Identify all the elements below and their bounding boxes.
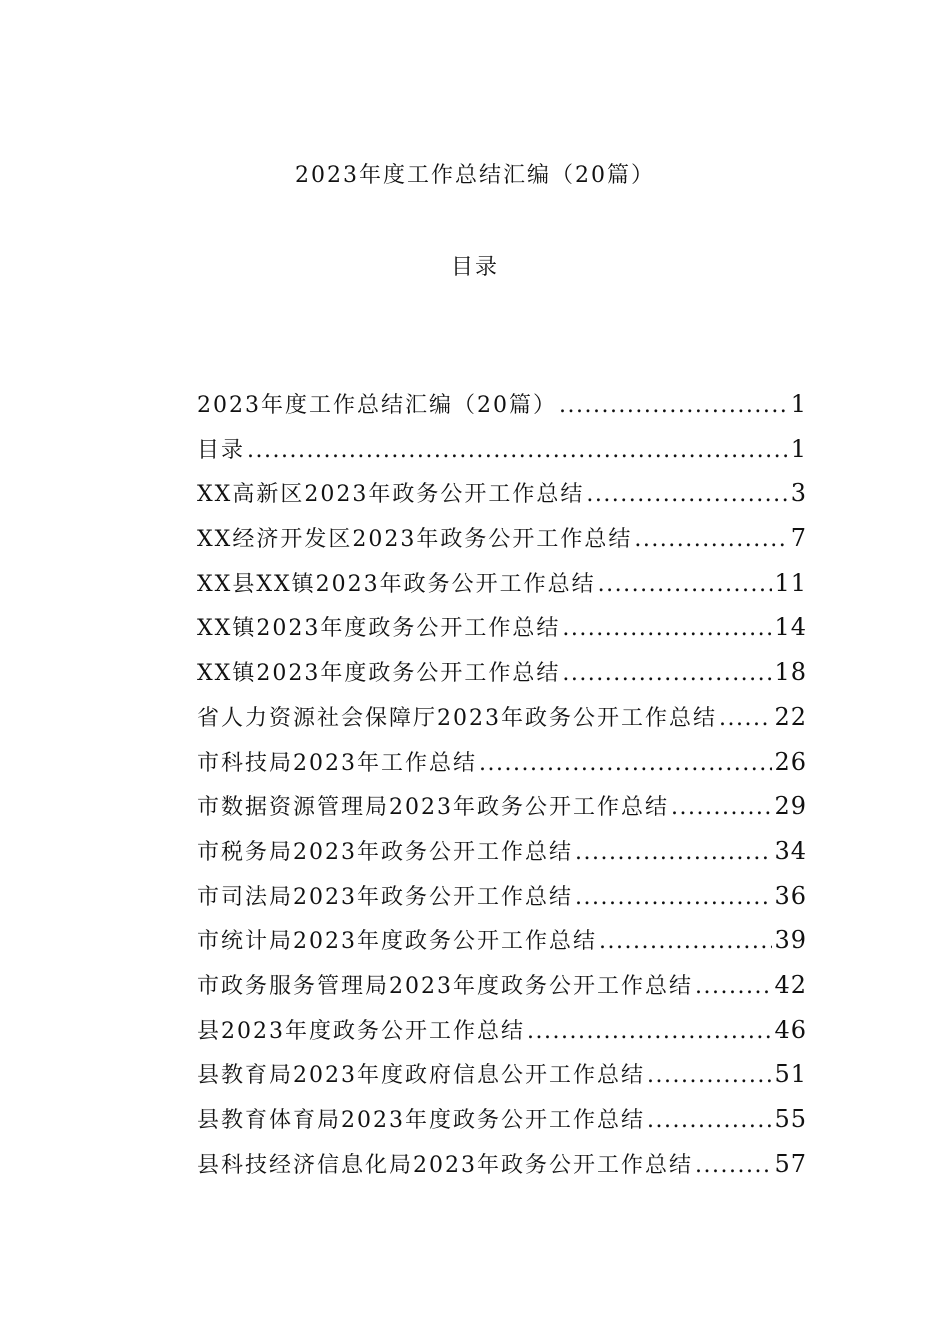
toc-page-number: 11	[774, 568, 807, 597]
toc-entry[interactable]	[197, 790, 807, 835]
toc-page-number: 39	[774, 926, 807, 955]
toc-page-number: 42	[774, 970, 807, 999]
toc-dot-leader	[247, 438, 789, 463]
toc-dot-leader	[575, 840, 772, 865]
toc-page-number: 36	[774, 881, 807, 910]
toc-entry-title: 市司法局2023年政务公开工作总结	[197, 884, 573, 910]
toc-page-number: 55	[774, 1105, 807, 1133]
toc-entry-title: XX高新区2023年政务公开工作总结	[197, 482, 585, 508]
toc-entry-title: 市科技局2023年工作总结	[197, 750, 477, 776]
toc-entry[interactable]	[197, 880, 807, 925]
toc-dot-leader	[575, 885, 772, 910]
toc-entry[interactable]	[197, 1148, 807, 1193]
toc-heading: 目录	[450, 255, 499, 280]
toc-page-number: 29	[774, 792, 807, 821]
toc-page-number: 46	[774, 1015, 807, 1044]
toc-entry[interactable]	[197, 433, 807, 478]
toc-dot-leader	[562, 616, 772, 641]
toc-entry-title: XX县XX镇2023年政务公开工作总结	[197, 571, 596, 597]
toc-entry[interactable]	[197, 1103, 807, 1148]
toc-dot-leader	[559, 393, 789, 418]
toc-entry-title: 市统计局2023年度政务公开工作总结	[197, 929, 597, 955]
toc-page-number: 7	[790, 524, 807, 553]
toc-dot-leader	[695, 1153, 772, 1178]
toc-entry[interactable]	[197, 656, 807, 701]
toc-entry[interactable]	[197, 567, 807, 612]
toc-entry[interactable]	[197, 388, 807, 433]
toc-page-number: 1	[790, 390, 807, 418]
toc-dot-leader	[479, 751, 772, 776]
toc-entry-title: 2023年度工作总结汇编（20篇）	[197, 393, 557, 418]
toc-entry-title: 县教育局2023年度政府信息公开工作总结	[197, 1063, 645, 1089]
toc-page-number: 57	[774, 1149, 807, 1178]
toc-entry-title: XX镇2023年度政务公开工作总结	[197, 661, 561, 687]
toc-page-number: 3	[790, 479, 807, 508]
toc-entry[interactable]	[197, 477, 807, 522]
toc-dot-leader	[634, 527, 788, 552]
toc-entry-title: 市数据资源管理局2023年政务公开工作总结	[197, 795, 669, 821]
toc-entry-title: XX镇2023年度政务公开工作总结	[197, 616, 561, 642]
toc-entry[interactable]	[197, 746, 807, 791]
toc-entry[interactable]	[197, 969, 807, 1014]
toc-page-number: 18	[774, 658, 807, 687]
toc-entry-title: 县2023年度政务公开工作总结	[197, 1018, 525, 1044]
toc-entry-title: 目录	[197, 437, 246, 463]
toc-dot-leader	[719, 706, 772, 731]
toc-entry-title: 市税务局2023年政务公开工作总结	[197, 839, 573, 865]
toc-page-number: 26	[774, 747, 807, 776]
toc-dot-leader	[598, 572, 773, 597]
table-of-contents	[197, 388, 807, 1192]
toc-dot-leader	[647, 1063, 772, 1088]
toc-entry[interactable]	[197, 522, 807, 567]
toc-dot-leader	[671, 795, 772, 820]
toc-dot-leader	[527, 1019, 772, 1044]
toc-dot-leader	[695, 974, 772, 999]
toc-page-number: 14	[774, 613, 807, 642]
toc-entry[interactable]	[197, 701, 807, 746]
toc-entry-title: 省人力资源社会保障厅2023年政务公开工作总结	[197, 705, 717, 731]
toc-page-number: 51	[774, 1060, 807, 1089]
toc-entry[interactable]	[197, 611, 807, 656]
toc-entry-title: 县教育体育局2023年度政务公开工作总结	[197, 1108, 645, 1133]
toc-page-number: 1	[790, 434, 807, 463]
toc-dot-leader	[586, 482, 788, 507]
toc-entry[interactable]	[197, 1058, 807, 1103]
toc-dot-leader	[599, 929, 772, 954]
toc-entry-title: XX经济开发区2023年政务公开工作总结	[197, 527, 633, 553]
toc-entry[interactable]	[197, 924, 807, 969]
toc-entry-title: 市政务服务管理局2023年度政务公开工作总结	[197, 973, 693, 999]
toc-page-number: 22	[774, 702, 807, 731]
document-title: 2023年度工作总结汇编（20篇）	[295, 163, 655, 188]
toc-dot-leader	[562, 661, 772, 686]
toc-page-number: 34	[774, 836, 807, 865]
toc-entry[interactable]	[197, 1014, 807, 1059]
toc-dot-leader	[647, 1108, 772, 1133]
toc-entry-title: 县科技经济信息化局2023年政务公开工作总结	[197, 1152, 693, 1178]
toc-entry[interactable]	[197, 835, 807, 880]
